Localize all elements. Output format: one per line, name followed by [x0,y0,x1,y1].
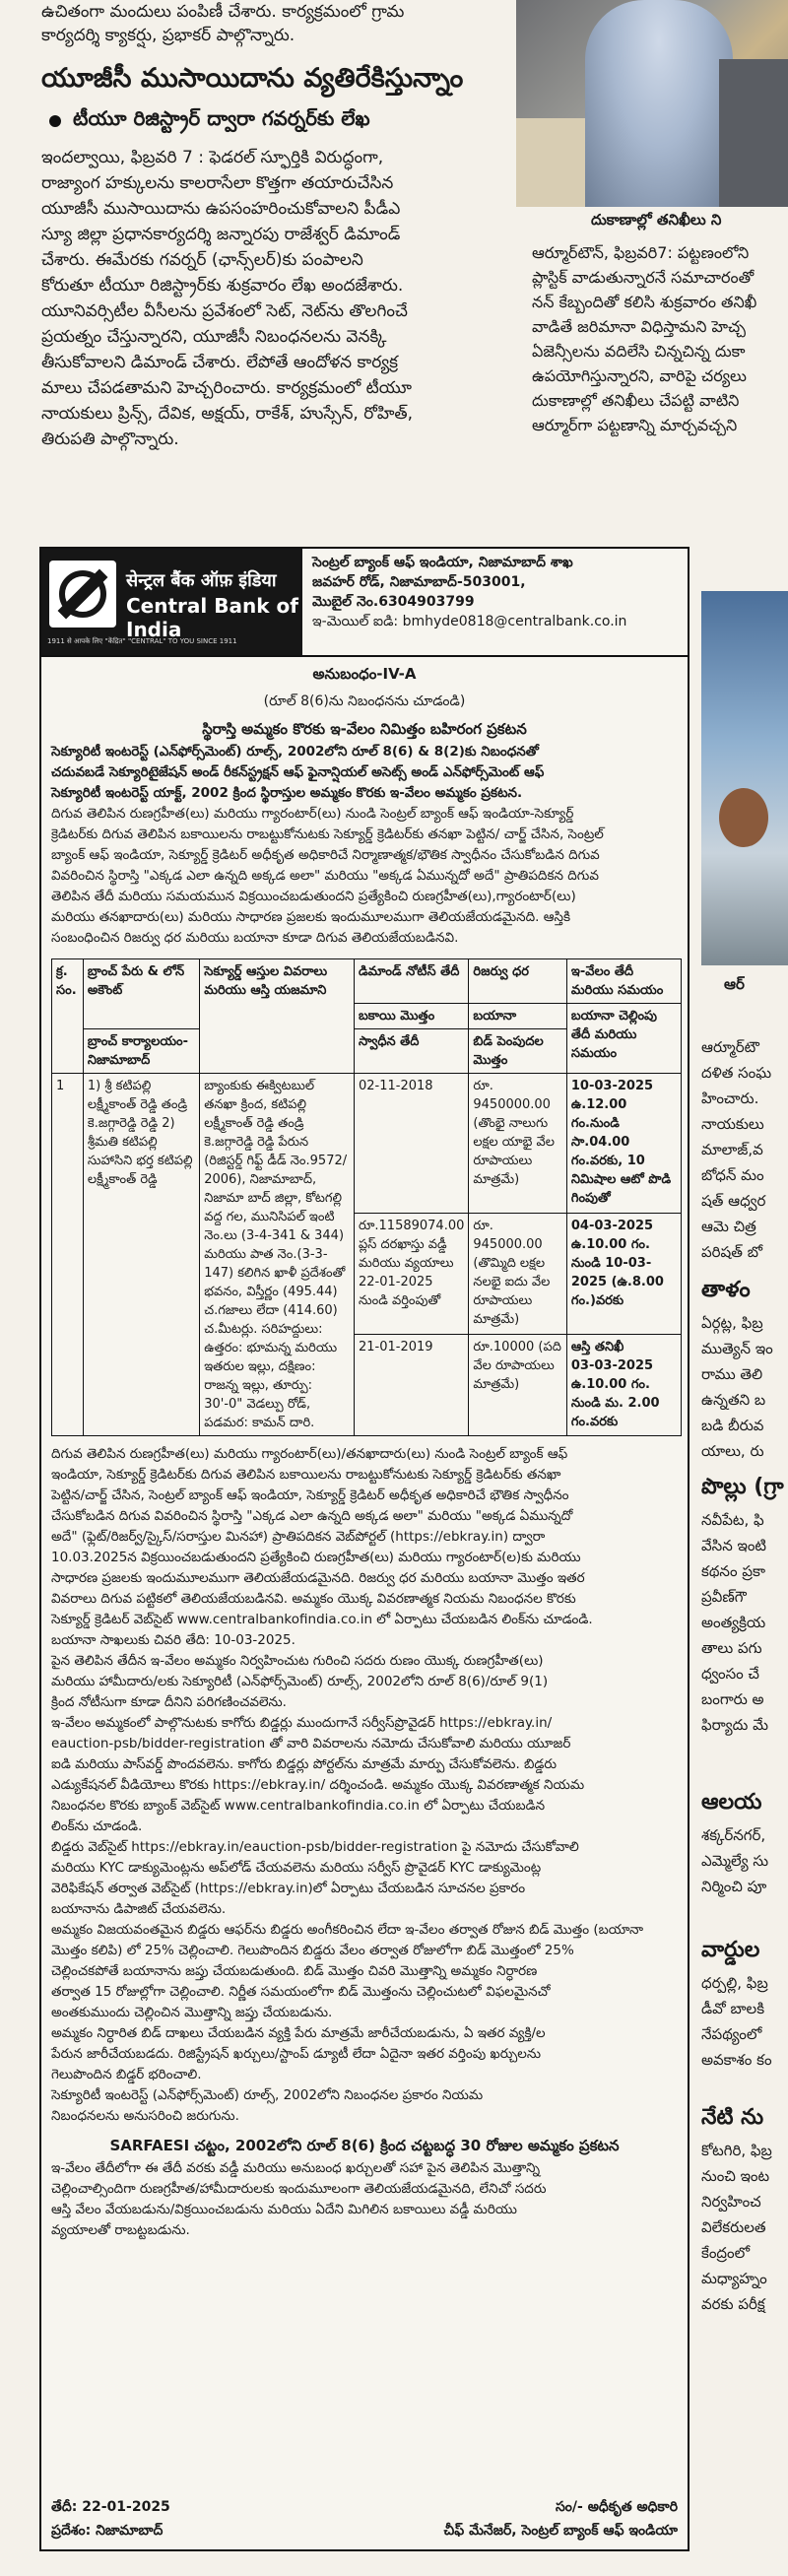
table-row [52,1074,682,1214]
cell-borrower: 1) శ్రీ కటిపల్లి లక్ష్మీకాంత్ రెడ్డి తండ్రి కె.జగ్గారెడ్డి రెడ్డి 2) శ్రీమతి కటిపల్లి సుహాసిని భర్త కటిపల్లి లక్ష్మీకాంత్ రెడ్డి [83,1074,199,1436]
text-line: సెక్యూరిటీ ఇంటరెస్ట్ (ఎన్‌ఫోర్స్‌మెంట్) రూల్స్, 2002లోని నిబంధనల ప్రకారం నియమ [51,2087,484,2103]
header-auction-time: ఇ-వేలం తేదీ మరియు సమయం [566,959,681,1004]
cell-outstanding: రూ.11589074.00 ప్లస్ దరఖాస్తు వడ్డీ మరియు వ్యయాలు 22-01-2025 నుండి వర్తింపుతో [355,1213,469,1334]
notice-terms [41,1442,688,2129]
text-line: కేంద్రంలో [701,2244,751,2262]
text-line: మాలు చేపడతామని హెచ్చరించారు. కార్యక్రమంలో టీయూ [41,378,412,398]
text-line: మాలాజ్,వ [701,1141,763,1158]
notice-intro [41,740,688,951]
text-line: నవీపేట, ఫి [701,1511,764,1529]
header-possession-date: స్వాధీన తేదీ [355,1029,469,1074]
text-line: నిర్వహించ [701,2193,761,2211]
text-line: ముత్యెన్ ఇం [701,1340,773,1357]
header-outstanding: బకాయి మొత్తం [355,1004,469,1029]
bank-logo [41,549,302,655]
article-body [41,145,504,452]
text-line: షత్ ఆధ్వర [701,1192,766,1210]
inspection-time: 03-03-2025 ఉ.10.00 గం. నుండి మ. 2.00 గం.వరకు [570,1357,660,1429]
text-line: చేశారు. ఈమేరకు గవర్నర్ (ఛాన్స్‌లర్)కు పంపాలని [41,250,363,270]
text-line: యాలు, రు [701,1442,764,1460]
text-line: సంబంధించిన రిజర్వు ధర మరియు బయానా కూడా దిగువ తెలియజేయబడినవి. [51,930,459,946]
bank-auction-notice [39,547,690,2551]
text-line: బయానా సాఖలుకు చివరి తేది: 10-03-2025. [51,1632,296,1648]
text-line: చెల్లించకపోతే బయానాను జప్తు చేయబడుతుంది. బిడ్ మొత్తం చివరి మొత్తాన్ని అమ్మకం నిర్ధారణ [51,1963,538,1979]
bullet-icon [49,115,61,127]
text-line: సాధారణ ప్రజలకు ఇందుమూలముగా తెలియజేయడమైనది. రిజర్వు ధర మరియు బయానా మొత్తం ఇతర [51,1570,585,1586]
cell-serial: 1 [52,1074,84,1436]
text-line: మరియు హామీదారు/లకు సెక్యూరిటీ (ఎన్‌ఫోర్స్‌మెంట్) రూల్స్, 2002లోని రూల్ 8(6)/రూల్ 9(1) [51,1674,549,1689]
text-line: ప్రవీణ్‌గౌ [701,1588,747,1606]
text-line: మొబైల్ నెం.6304903799 [312,594,475,610]
text-line: క్రెడిటర్‌కు దిగువ తెలిపిన బకాయిలను రాబట్టుకోనుటకు సెక్యూర్డ్ క్రెడిటర్‌కు తనఖా పెట్టిన/ చార్జ్ చేసిన, సెంట్రల్ [51,826,604,842]
text-line: నాయకులు ప్రిన్స్, దేవిక, అక్షయ్, రాకేశ్, హుస్సేన్, రోహిత్, [41,404,414,424]
header-bid-increment: బిడ్ పెంపుదల మొత్తం [469,1029,567,1074]
text-line: గెలుపొందిన బిడ్డర్ భరించాలి. [51,2067,202,2082]
news-strip-5 [701,1931,788,2073]
cell-reserve-price: రూ. 9450000.00 (తొంభై నాలుగు లక్షల యాభై వేల రూపాయలు మాత్రమే) [469,1074,567,1214]
news-strip-1 [701,1034,788,1265]
notice-header [41,549,688,657]
photo-shape [719,59,788,207]
text-line: eauction-psb/bidder-registration తో వారి వివరాలను నమోదు చేసుకోవాలి మరియు యూజర్ [51,1736,571,1751]
cell-demand-date: 02-11-2018 [355,1074,469,1214]
text-line: ధర్పల్లి, ఫిబ్ర [701,1974,768,1992]
text-line: 10.03.2025న విక్రయించబడుతుందని ప్రత్యేకించి రుణగ్రహీత(లు) మరియు గ్యారంటార్(ల)కు మరియు [51,1550,581,1565]
text-line: బిడ్డరు వెబ్‌సైట్ https://ebkray.in/eauction-psb/bidder-registration పై నమోదు చేసుకోవాలి [51,1839,579,1855]
sarfaesi-title: SARFAESI చట్టం, 2002లోని రూల్ 8(6) క్రింద చట్టబద్ధ 30 రోజుల అమ్మకం ప్రకటన [109,2137,620,2154]
text-line: ధ్వంసం చే [701,1665,759,1683]
text-line: కథనం ప్రకా [701,1562,765,1580]
text-line: ఎడ్యుకేషనల్ వీడియోలు కొరకు https://ebkray.in/ దర్శించండి. అమ్మకం యొక్క వివరణాత్మక నియమ [51,1777,585,1793]
text-line: స్యూ జిల్లా ప్రధానకార్యదర్శి జన్నారపు రాజేశ్వర్ డిమాండ్ [41,225,401,244]
news-strip-4 [701,1783,788,1899]
text-line: నన్ కేబ్బందితో కలిసి శుక్రవారం తనిఖీ [532,293,757,311]
strip-headline: పొల్లు (గ్రా [701,1475,784,1499]
text-line: బోధన్ మం [701,1166,764,1184]
text-line: ఆస్తి వేలం వేయబడును/విక్రయించబడును మరియు ఏదేని మిగిలిన బకాయిలు వడ్డీ మరియు [51,2202,517,2217]
text-line: అవకాశం కం [701,2051,772,2069]
text-line: ఇ-వేలం తేదీలోగా ఈ తేదీ వరకు వడ్డీ మరియు అనుబంధ ఖర్చులతో సహా పైన తెలిపిన మొత్తాన్ని [51,2160,541,2176]
text-line: జవహర్ రోడ్, నిజామాబాద్-503001, [312,574,526,590]
text-line: లింక్‌ను చూడండి. [51,1818,143,1834]
cell-bid-increment: రూ.10000 (పది వేల రూపాయలు మాత్రమే) [469,1334,567,1435]
text-line: నాయకులు [701,1115,764,1133]
notice-place: ప్రదేశం: నిజామాబాద్ [51,2523,164,2539]
text-line: ఇందల్వాయి, ఫిబ్రవరి 7 : ఫెడరల్ స్ఫూర్తికి విరుద్ధంగా, [41,148,384,167]
text-line: దిగువ తెలిపిన రుణగ్రహీత(లు) మరియు గ్యారంటార్(లు)/తనఖాదారు(లు) నుండి సెంట్రల్ బ్యాంక్ ఆఫ్ [51,1446,568,1462]
text-line: సెక్యూరిటీ ఇంటరెస్ట్ యాక్ట్, 2002 క్రింద స్థిరాస్తుల అమ్మకం కొరకు ఇ-వేలం అమ్మకం ప్రకటన. [51,785,523,801]
text-line: చేసుకోబడిన దిగువ వివరించిన స్థిరాస్తి "ఎక్కడ ఎలా ఉన్నది అక్కడ అలా" మరియు "అక్కడ ఏమున్నదో [51,1508,573,1524]
text-line: వ్యయాలతో రాబట్టబడును. [51,2222,190,2238]
news-photo-shop-inspection [516,0,788,207]
text-line: ఆర్మూర్‌టౌన్, ఫిబ్రవరి7: పట్టణంలోని [532,243,750,262]
notice-date: తేదీ: 22-01-2025 [51,2499,170,2515]
header-reserve-price: రిజర్వు ధర [469,959,567,1004]
text-line: కోటగిరి, ఫిబ్ర [701,2142,772,2159]
text-line: నుంచి ఇంట [701,2167,770,2185]
header-branch-office: బ్రాంచ్ కార్యాలయం-నిజామాబాద్ [83,1029,199,1074]
news-strip-6 [701,2098,788,2317]
header-emd: బయానా [469,1004,567,1029]
news-article [41,0,504,452]
text-line: అంత్యక్రియ [701,1614,766,1631]
subhead-text: టీయూ రిజిస్ట్రార్ ద్వారా గవర్నర్‌కు లేఖ [73,106,370,130]
strip-headline: నేటి ను [701,2105,764,2130]
cell-possession-date: 21-01-2019 [355,1334,469,1435]
text-line: నిబంధనల కొరకు బ్యాంక్ వెబ్‌సైట్ www.centralbankofindia.co.in లో ఏర్పాటు చేయబడిన [51,1798,546,1814]
article-subhead [41,106,504,135]
text-line: కార్యదర్శి క్యాకర్షు, ప్రభాకర్ పాల్గొన్నారు. [41,26,296,45]
notice-title: స్థిరాస్తి అమ్మకం కొరకు ఇ-వేలం నిమిత్తం బహిరంగ ప్రకటన [202,720,527,738]
text-line: వివరాలు దిగువ పట్టికలో తెలియజేయబడినవి. అమ్మకం యొక్క వివరణాత్మక నియమ నిబంధనల కొరకు [51,1591,576,1607]
text-line: మధ్యాహ్నం [701,2270,767,2287]
article-headline: యూజీసీ ముసాయిదాను వ్యతిరేకిస్తున్నాం [41,63,464,94]
inspection-label: ఆస్తి తనిఖీ [570,1339,624,1354]
text-line: పేరున జారీచేయబడదు. రిజిస్ట్రేషన్ ఖర్చులు/స్టాంప్ డ్యూటీ లేదా ఏదైనా ఇతర వర్తింపు ఖర్చులను [51,2046,541,2062]
annexure-label: అనుబంధం-IV-A [312,665,417,683]
text-line: తీసుకోవాలని డిమాండ్ చేశారు. లేపోతే ఆందోళన కార్యక్ర [41,353,399,372]
header-property: సెక్యూర్డ్ ఆస్తుల వివరాలు మరియు ఆస్తి యజమాని [200,959,355,1074]
text-line: యూజీసీ ముసాయిదాను ఉపసంహరించుకోవాలని పీడీఎ [41,199,401,219]
text-line: నిబంధనలను అనుసరించి జరుగును. [51,2108,239,2124]
strip-headline: తాళం [701,1278,751,1302]
strip-headline: వార్డుల [701,1938,760,1962]
text-line: ఆర్మూర్‌గా పట్టణాన్ని మార్చవచ్చని [532,416,738,434]
cell-emd: రూ. 945000.00 (తొమ్మిది లక్షల నలభై ఐదు వేల రూపాయలు మాత్రమే) [469,1213,567,1334]
text-line: సెక్యూర్డ్ క్రెడిటర్ వెబ్‌సైట్ www.centralbankofindia.co.in లో ఏర్పాటు చేయబడిన లింక్‌ను చూడండి. [51,1612,593,1627]
text-line: అంతకుముందు చెల్లించిన మొత్తాన్ని జప్తు చేయబడును. [51,2005,333,2020]
text-line: హించారు. [701,1090,759,1107]
text-line: మరియు తనఖాదారు(లు) మరియు సాధారణ ప్రజలకు ఇందుమూలముగా తెలియజేయడమైనది. ఆస్తికి [51,909,571,925]
text-line: వెరిఫికేషన్ తర్వాత వెబ్‌సైట్ (https://ebkray.in)లో ఏర్పాటు చేయబడిన సూచనల ప్రకారం [51,1881,526,1896]
cell-emd-window: 04-03-2025 ఉ.10.00 గం. నుండి 10-03-2025 (ఉ.8.00 గం.)వరకు [566,1213,681,1334]
text-line: తెలిపిన తేదీ మరియు సమయమున విక్రయించబడుతుందని ప్రత్యేకించి రుణగ్రహీత(లు),గ్యారంటార్(లు) [51,889,576,904]
text-line: వాడితే జరిమానా విధిస్తామని హెచ్చ [532,317,747,336]
text-line: తర్వాత 15 రోజుల్లోగా చెల్లించాలి. నిర్ణీత సమయంలోగా బిడ్ మొత్తంను చెల్లించుటలో విఫలమైనచో [51,1984,551,2000]
cell-inspection [566,1334,681,1435]
table-header-row [52,959,682,1004]
text-line: దళిత సంఘ [701,1064,772,1082]
text-line: ఇండియా, సెక్యూర్డ్ క్రెడిటర్‌కు దిగువ తెలిపిన బకాయిలను రాబట్టుకోనుటకు సెక్యూర్డ్ క్రెడిటర్‌కు తనఖా [51,1467,561,1483]
text-line: సెక్యూరిటీ ఇంటరెస్ట్ (ఎన్‌ఫోర్స్‌మెంట్) రూల్స్, 2002లోని రూల్ 8(6) & 8(2)కు నిబంధనతో [51,744,539,760]
header-serial: క్ర. సం. [52,959,84,1074]
text-line: క్రింద నోటీసుగా కూడా దీనిని పరిగణించవలెను. [51,1694,287,1710]
branch-email: ఇ-మెయిల్ ఐడి: bmhyde0818@centralbank.co.in [312,614,627,629]
text-line: ఉపయోగిస్తున్నారని, వారిపై చర్యలు [532,366,747,385]
signature-line [41,2520,688,2542]
text-line: చెల్లించాల్సిందిగా రుణగ్రహీత/హామీదారులకు ఇందుమూలంగా తెలియజేయడమైనది, లేనిచో సదరు [51,2181,547,2197]
photo-person [719,788,768,847]
text-line: తాలు పగు [701,1639,762,1657]
news-strip-3 [701,1468,788,1738]
text-line: ప్లాస్టిక్ వాడుతున్నారనే సమాచారంతో [532,268,755,287]
photo-person [585,0,733,207]
text-line: ఉన్నతని బ [701,1391,766,1409]
text-line: ఆమె చిత్ర [701,1218,756,1235]
text-line: నేపథ్యంలో [701,2025,762,2043]
bank-name-hindi: सेन्ट्रल बैंक ऑफ़ इंडिया [126,570,277,591]
photo-shape [516,118,595,207]
text-line: వివరించిన స్థిరాస్తి "ఎక్కడ ఎలా ఉన్నది అక్కడ అలా" మరియు "అక్కడ ఏమున్నదో అదే" ప్రాతిపదికన దిగువ [51,868,599,884]
signatory-designation: చీఫ్ మేనేజర్, సెంట్రల్ బ్యాంక్ ఆఫ్ ఇండియా [443,2523,678,2539]
text-line: పెట్టిన/చార్జ్ చేసిన, సెంట్రల్ బ్యాంక్ ఆఫ్ ఇండియా, సెక్యూర్డ్ క్రెడిటర్ అధీకృత అధికారిచే భౌతిక స్వాధీనం [51,1487,569,1503]
sarfaesi-body [41,2156,688,2243]
photo-caption: ఆర్ [724,975,745,993]
text-line: విలేకరులత [701,2218,766,2236]
text-line: కోరుతూ టీయూ రిజిస్ట్రార్‌కు శుక్రవారం లేఖ అందజేశారు. [41,276,404,296]
text-line: నిర్మించి పూ [701,1878,767,1895]
text-line: అదే" (ఫ్లెట్/రిజర్వ్/స్కైస్/సరాస్తుల మినహా) ప్రాతిపదికన వెబ్‌పోర్టల్ (https://ebkray.in) ద్వారా [51,1529,546,1545]
text-line: ఉచితంగా మందులు పంపిణీ చేశారు. కార్యక్రమంలో గ్రామ [41,2,405,22]
text-line: ఇ-వేలం అమ్మకంలో పాల్గొనుటకు కాగోరు బిడ్డర్లు ముందుగానే సర్వీస్‌ప్రొవైడర్ https://ebkray.in/ [51,1715,553,1731]
text-line: ఫిర్యాదు మే [701,1716,769,1734]
text-line: బంగారు అ [701,1690,764,1708]
header-branch-account: బ్రాంచ్ పేరు & లోన్ అకౌంట్ [83,959,199,1029]
signature-line [41,2496,688,2518]
text-line: దుకాణాల్లో తనిఖీలు చేపట్టి వాటిని [532,391,740,410]
text-line: ప్రయత్నం చేస్తున్నారని, యూజీసీ నిబంధనలను వెనక్కి [41,327,387,347]
strip-headline: ఆలయ [701,1790,762,1815]
text-line: బడి బీరువ [701,1417,764,1434]
text-line: ఆర్మూర్‌టౌ [701,1038,759,1056]
text-line: వేసిన ఇంటి [701,1537,767,1554]
text-line: ఐడి మరియు పాస్‌వర్డ్ పొందవలెను. కాగోరు బిడ్డర్లు పోర్టల్‌ను మాత్రమే మార్పు చేసుకోవలెను. బిడ్డరు [51,1756,558,1772]
text-line: దిగువ తెలిపిన రుణగ్రహీత(లు) మరియు గ్యారంటార్(లు) నుండి సెంట్రల్ బ్యాంక్ ఆఫ్ ఇండియా-సెక్యూర్డ్ [51,806,574,822]
text-line: మరియు KYC డాక్యుమెంట్లను అప్‌లోడ్ చేయవలెను మరియు సర్వీస్ ప్రొవైడర్ KYC డాక్యుమెంట్ల [51,1860,542,1876]
text-line: అమ్మకం నిర్ధారిత బిడ్ దాఖలు చేయబడిన వ్యక్తి పేరు మాత్రమే జారీచేయబడును, ఏ ఇతర వ్యక్తి/ల [51,2025,546,2041]
signatory: సం/- అధీకృత అధికారి [555,2499,678,2515]
text-line: రాజ్యాంగ హక్కులను కాలరాసేలా కొత్తగా తయారుచేసిన [41,173,394,193]
text-line: ఏజెన్సీలను వదిలేసి చిన్నచిన్న దుకా [532,342,746,361]
news-article-right [532,240,788,437]
photo-caption: దుకాణాల్లో తనిఖీలు ని [591,211,722,229]
bank-emblem-icon [49,561,116,627]
cell-property: బ్యాంకుకు ఈక్విటబుల్ తనఖా క్రింద, కటిపల్లి లక్ష్మీకాంత్ రెడ్డి తండ్రి కె.జగ్గారెడ్డి రెడ్డి పేరున (రిజిస్టర్డ్ గిఫ్ట్ డీడ్ నెం.9572/ 2006), నిజామాబాద్, నిజామా బాద్ జిల్లా, కోటగల్లి వద్ద గల, మునిసిపల్ ఇంటి నెం.లు (3-4-341 & 344) మరియు పాత నెం.(3-3-147) కలిగిన ఖాళీ ప్రదేశంతో భవనం, విస్తీర్ణం (495.44) చ.గజాలు లేదా (414.60) చ.మీటర్లు. సరిహద్దులు: ఉత్తరం: భూమన్న మరియు ఇతరుల ఇల్లు, దక్షిణం: రాజన్న ఇల్లు, తూర్పు: 30'-0" వెడల్పు రోడ్, పడమర: కామన్ దారి. [200,1074,355,1436]
text-line: డీవో బాలకి [701,2000,765,2017]
bank-tagline: 1911 से आपके लिए "केंद्रित" "CENTRAL" TO YOU SINCE 1911 [47,637,237,645]
header-demand-date: డిమాండ్ నోటీస్ తేదీ [355,959,469,1004]
text-line: మొత్తం కలిపి) లో 25% చెల్లించాలి. గెలుపొందిన బిడ్డరు వేలం తర్వాత రోజులోగా బిడ్ మొత్తంలో 25% [51,1943,574,1958]
asset-table [51,958,682,1436]
news-photo-right [701,591,788,965]
text-line: వరకు పరీక్ష [701,2295,765,2313]
text-line: శక్కర్‌నగర్, [701,1826,766,1844]
text-line: ఎమ్మెల్యే సు [701,1852,769,1870]
text-line: సెంట్రల్ బ్యాంక్ ఆఫ్ ఇండియా, నిజామాబాద్ శాఖ [312,555,573,570]
rule-reference: (రూల్ 8(6)ను నిబంధనను చూడండి) [263,694,466,709]
branch-address [302,549,688,655]
text-line: రాము తెలి [701,1365,763,1383]
previous-article-tail [41,0,504,47]
text-line: పరిషత్ బో [701,1243,762,1261]
news-strip-2 [701,1271,788,1464]
bank-name-english: Central Bank of India [126,594,298,641]
text-line: బయానాను డిపాజిట్ చేయవలెను. [51,1901,227,1917]
cell-auction-time: 10-03-2025 ఉ.12.00 గం.నుండి సా.04.00 గం.వరకు, 10 నిమిషాల ఆటో పొడి గింపుతో [566,1074,681,1214]
text-line: బ్యాంక్ ఆఫ్ ఇండియా, సెక్యూర్డ్ క్రెడిటర్ అధీకృత అధికారిచే నిర్మాణాత్మక/భౌతిక స్వాధీనం చేసుకోబడిన దిగువ [51,847,600,863]
text-line: పైన తెలిపిన తేదీన ఇ-వేలం అమ్మకం నిర్వహించుట గురించి సదరు రుణం యొక్క రుణగ్రహీత(లు) [51,1653,544,1669]
text-line: తిరుపతి పాల్గొన్నారు. [41,429,179,449]
text-line: చదువబడే సెక్యూరిటైజేషన్ అండ్ రీకన్‌స్ట్రక్షన్ ఆఫ్ ఫైనాన్షియల్ అసెట్స్ అండ్ ఎన్‌ఫోర్స్‌మెంట్ ఆఫ్ [51,764,545,780]
text-line: అమ్మకం విజయవంతమైన బిడ్డరు ఆఫర్‌ను బిడ్డరు అంగీకరించిన లేదా ఇ-వేలం తర్వాత రోజున బిడ్ మొత్తం (బయానా [51,1922,644,1938]
text-line: ఏర్గట్ల, ఫిబ్ర [701,1314,763,1332]
text-line: యూనివర్సిటీల వీసీలను ప్రవేశంలో సెట్, నెట్‌ను తొలగించే [41,301,408,321]
header-emd-window: బయానా చెల్లింపు తేదీ మరియు సమయం [566,1004,681,1074]
